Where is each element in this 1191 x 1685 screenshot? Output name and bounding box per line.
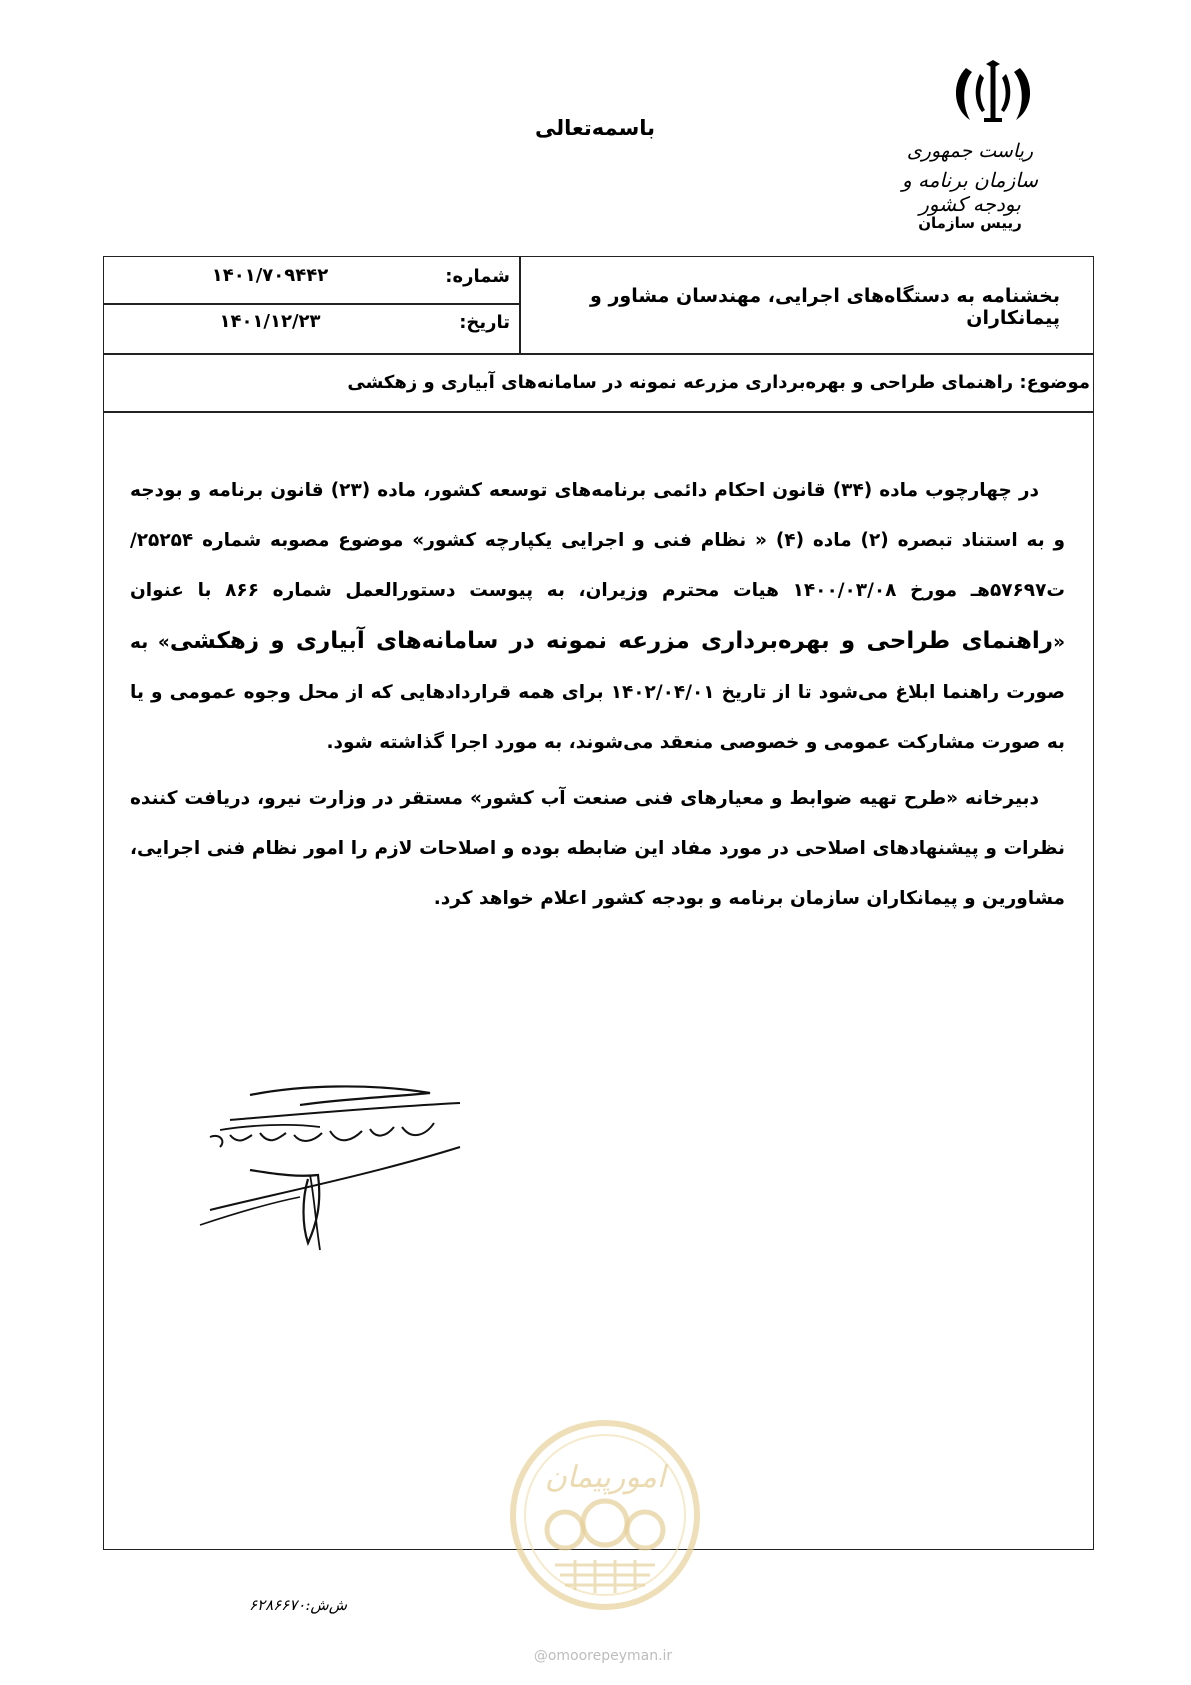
body-paragraph-2 (130, 774, 1065, 924)
body-p1-text-b: » به صورت راهنما ابلاغ می‌شود تا از تاریخ ۱۴۰۲/۰۴/۰۱ برای همه قراردادهایی که از محل وجوه عمومی و یا به صورت مشارکت عمومی و خصوصی منعقد می‌شوند، به مورد اجرا گذاشته شود. (130, 632, 1066, 753)
recipient-line: بخشنامه به دستگاه‌های اجرایی، مهندسان مشاور و پیمانکاران (590, 285, 1060, 329)
watermark-seal-logo (505, 1415, 705, 1615)
divider-number-date (104, 303, 519, 305)
divider-header-subject (104, 353, 1093, 355)
letter-body (130, 466, 1065, 924)
number-value: ۱۴۰۱/۷۰۹۴۴۲ (211, 265, 329, 286)
watermark-url: @omoorepeyman.ir (533, 1648, 673, 1664)
body-p1-text-a: در چهارچوب ماده (۳۴) قانون احکام دائمی برنامه‌های توسعه کشور، ماده (۲۳) قانون برنامه و بودجه و به استناد تبصره (۲) ماده (۴) « نظام فنی و اجرایی یکپارچه کشور» موضوع مصوبه شماره ۲۵۲۵۴/ت۵۷۶۹۷هـ مورخ ۱۴۰۰/۰۳/۰۸ هیات محترم وزیران، به پیوست دستورالعمل شماره ۸۶۶ با عنوان « (130, 480, 1066, 653)
bismillah-heading: باسمه‌تعالی (535, 116, 655, 140)
org-name-pbo: سازمان برنامه و بودجه کشور (901, 168, 1039, 216)
iran-emblem-logo (948, 60, 1038, 130)
divider-subject-body (104, 411, 1093, 413)
body-paragraph-1 (130, 466, 1065, 768)
body-p1-bold-title: راهنمای طراحی و بهره‌برداری مزرعه نمونه در سامانه‌های آبیاری و زهکشی (169, 628, 1054, 654)
org-name-presidency: ریاست جمهوری (906, 140, 1034, 162)
signature-image (190, 1075, 490, 1255)
subject-line: موضوع: راهنمای طراحی و بهره‌برداری مزرعه نمونه در سامانه‌های آبیاری و زهکشی (347, 372, 1090, 393)
divider-vertical (519, 257, 521, 353)
date-value: ۱۴۰۱/۱۲/۲۳ (219, 311, 321, 332)
number-label: شماره: (445, 266, 510, 287)
body-p2-text: دبیرخانه «طرح تهیه ضوابط و معیارهای فنی صنعت آب کشور» مستقر در وزارت نیرو، دریافت کننده نظرات و پیشنهادهای اصلاحی در مورد مفاد این ضابطه بوده و اصلاحات لازم را امور نظام فنی اجرایی، مشاورین و پیمانکاران سازمان برنامه و بودجه کشور اعلام خواهد کرد. (130, 788, 1065, 909)
footer-code: ش‌ش:۶۲۸۶۶۷۰ (248, 1596, 348, 1614)
date-label: تاریخ: (459, 312, 510, 333)
watermark-text: امورپیمان (544, 1460, 666, 1495)
org-head-title: رییس سازمان (918, 214, 1022, 232)
